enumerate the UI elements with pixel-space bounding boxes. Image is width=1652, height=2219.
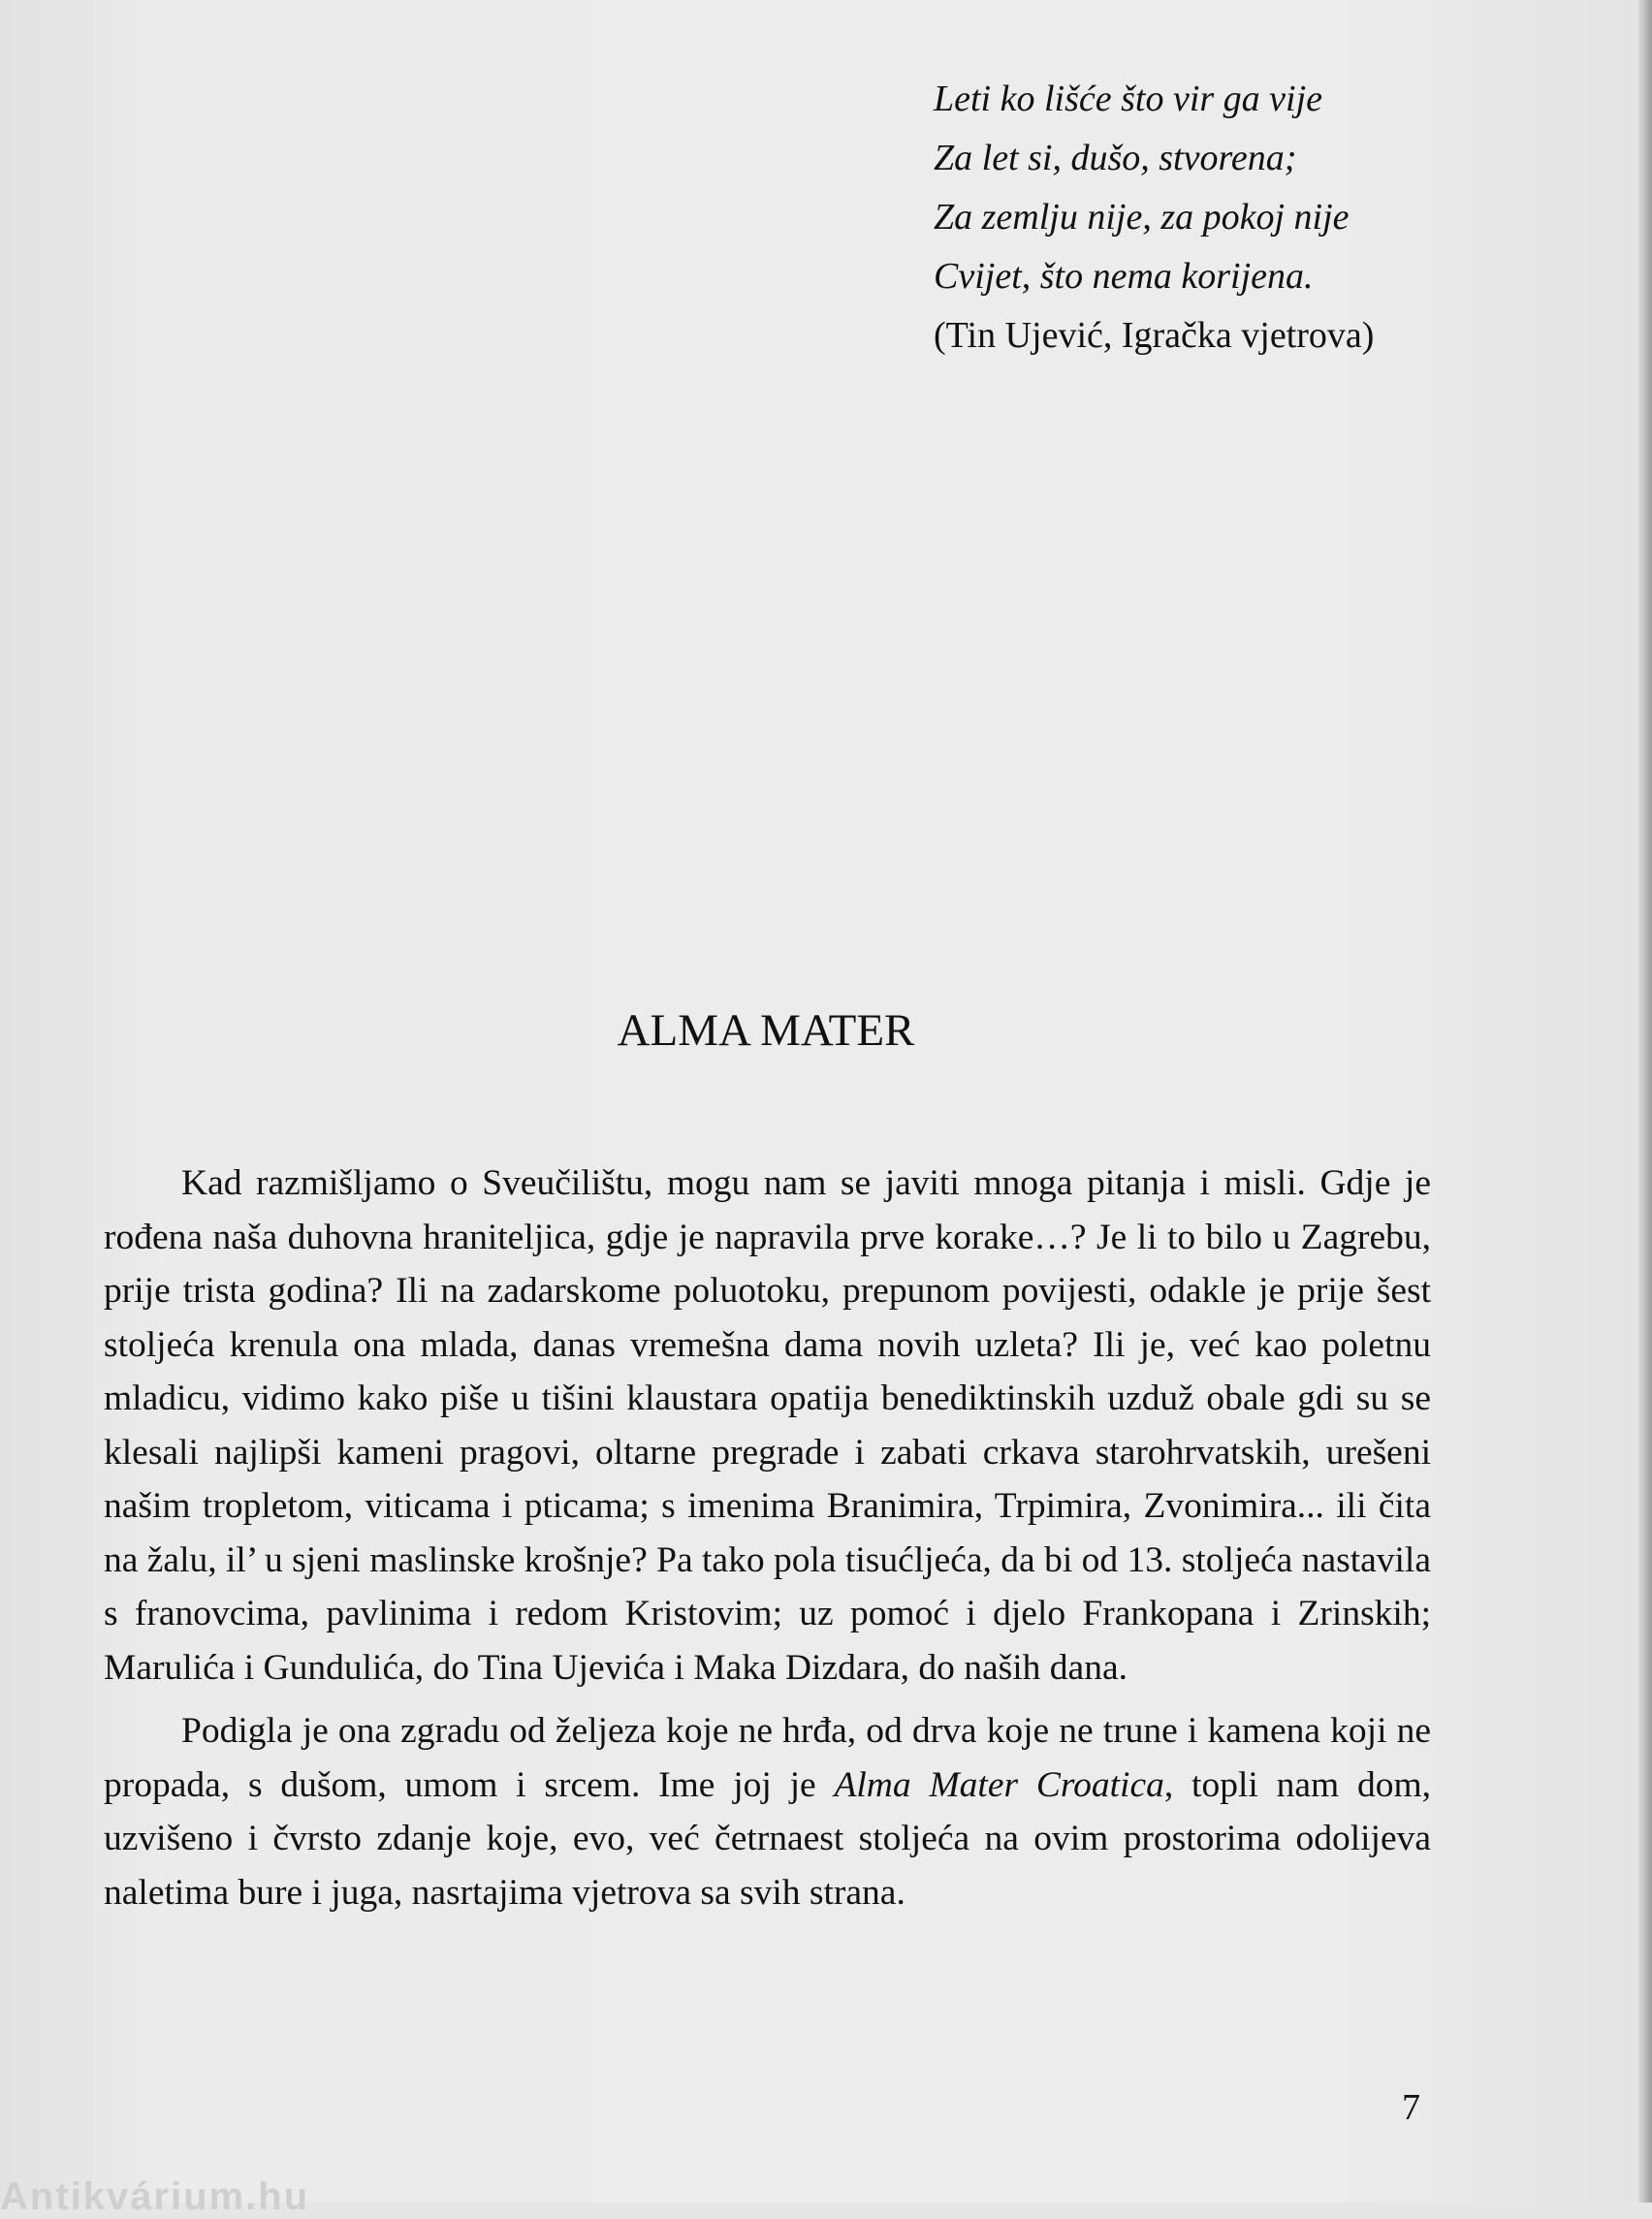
epigraph-poem bbox=[934, 70, 1374, 365]
page-edge-shadow bbox=[1638, 0, 1652, 2203]
body-text bbox=[104, 1157, 1431, 1929]
paragraph-emphasis: Alma Mater Croatica bbox=[834, 1764, 1164, 1805]
poem-line: Leti ko lišće što vir ga vije bbox=[934, 79, 1323, 119]
paragraph: Kad razmišljamo o Sveučilištu, mogu nam se javiti mnoga pitanja i misli. Gdje je rođena naša duhovna hraniteljica, gdje je napravila prve korake…? Je li to bilo u Zagrebu, prije trista godina? Ili na zadarskome poluotoku, prepunom povijesti, odakle je prije šest stoljeća krenula ona mlada, danas vremešna dama novih uzleta? Ili je, već kao poletnu mladicu, vidimo kako piše u tišini klaustara opatija benediktinskih uzduž obale gdi su se klesali najlipši kameni pragovi, oltarne pregrade i zabati crkava starohrvatskih, urešeni našim tropletom, viticama i pticama; s imenima Branimira, Trpimira, Zvonimira... ili čita na žalu, il’ u sjeni maslinske krošnje? Pa tako pola tisućljeća, da bi od 13. stoljeća nastavila s franovcima, pavlinima i redom Kristovim; uz pomoć i djelo Frankopana i Zrinskih; Marulića i Gundulića, do Tina Ujevića i Maka Dizdara, do naših dana. bbox=[104, 1163, 1431, 1688]
paragraph-text: Podigla je ona zgradu od željeza koje ne hrđa, od drva koje ne trune i kamena koji ne propada, s dušom, umom i srcem. Ime joj je bbox=[104, 1711, 1431, 1805]
poem-line: Za let si, dušo, stvorena; bbox=[934, 138, 1297, 178]
watermark: Antikvárium.hu bbox=[0, 2175, 310, 2218]
paragraph bbox=[104, 1704, 1431, 1919]
poem-line: Za zemlju nije, za pokoj nije bbox=[934, 197, 1350, 238]
paragraph-text: , topli nam dom, uzvišeno i čvrsto zdanje koje, evo, već četrnaest stoljeća na ovim prostorima odolijeva naletima bure i juga, nasrtajima vjetrova sa svih strana. bbox=[104, 1764, 1431, 1913]
chapter-title: ALMA MATER bbox=[617, 1005, 915, 1056]
page-number: 7 bbox=[1402, 2087, 1420, 2128]
poem-line: Cvijet, što nema korijena. bbox=[934, 256, 1314, 297]
poem-attribution: (Tin Ujević, Igračka vjetrova) bbox=[934, 315, 1375, 356]
